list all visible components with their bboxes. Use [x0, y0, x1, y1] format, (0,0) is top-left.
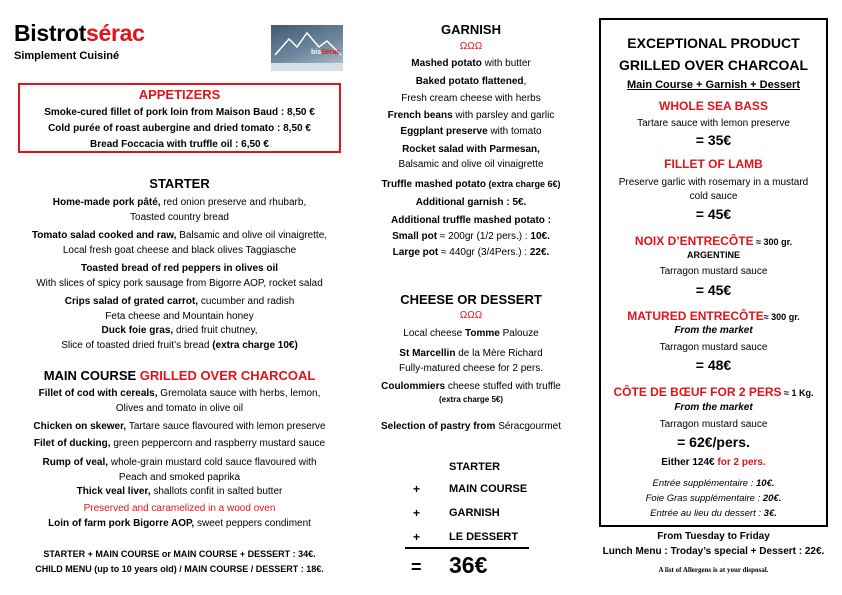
ornament: ΩΩΩ	[459, 41, 483, 52]
cheese-item: Coulommiers cheese stuffed with truffle	[381, 381, 561, 392]
main-course-item: Rump of veal, whole-grain mustard cold sauce flavoured with	[42, 457, 317, 468]
formula-prices: STARTER + MAIN COURSE or MAIN COURSE + DESSERT : 34€.	[43, 549, 316, 559]
additional-garnish: Additional garnish : 5€.	[415, 197, 527, 208]
cote-price: = 62€/pers.	[677, 434, 750, 450]
formula-main-course: MAIN COURSE	[449, 483, 528, 495]
garnish-item: French beans with parsley and garlic	[387, 110, 555, 121]
child-menu: CHILD MENU (up to 10 years old) / MAIN COURSE / DESSERT : 18€.	[35, 564, 324, 574]
extra-foie-gras: Foie Gras supplémentaire : 20€.	[645, 493, 782, 504]
pastry-selection: Selection of pastry from Séracgourmet	[380, 421, 562, 432]
formula-garnish: GARNISH	[449, 507, 500, 519]
garnish-item: Eggplant preserve with tomato	[400, 126, 542, 137]
starter-item: Tomato salad cooked and raw, Balsamic and olive oil vinaigrette,	[31, 230, 328, 241]
main-course-title: MAIN COURSE GRILLED OVER CHARCOAL	[43, 368, 316, 383]
starter-title: STARTER	[149, 176, 210, 191]
starter-item: Duck foie gras, dried fruit chutney,	[101, 325, 258, 336]
formula-price: 36€	[449, 552, 488, 578]
lunch-menu: Lunch Menu : Troday’s special + Dessert : 22€.	[602, 546, 825, 557]
formula-dessert: LE DESSERT	[449, 531, 519, 543]
main-course-item-detail: Preserved and caramelized in a wood oven	[83, 503, 276, 514]
garnish-item: Truffle mashed potato (extra charge 6€)	[381, 179, 561, 190]
cote-for-two: Either 124€ for 2 pers.	[661, 457, 766, 468]
restaurant-logo	[271, 25, 343, 71]
lamb-name: FILLET OF LAMB	[664, 157, 763, 171]
garnish-item: Rocket salad with Parmesan,	[402, 144, 540, 155]
lamb-desc: Preserve garlic with rosemary in a mustard	[618, 177, 809, 188]
garnish-item: Mashed potato with butter	[411, 58, 531, 69]
appetizer-item: Smoke-cured fillet of pork loin from Maison Baud : 8,50 €	[44, 107, 315, 118]
matured-price: = 48€	[695, 357, 732, 373]
cheese-extra-charge: (extra charge 5€)	[438, 395, 504, 404]
small-pot: Small pot ≈ 200gr (1/2 pers.) : 10€.	[392, 231, 550, 242]
noix-desc: Tarragon mustard sauce	[659, 266, 768, 277]
cheese-dessert-title: CHEESE OR DESSERT	[400, 292, 542, 307]
matured-desc: Tarragon mustard sauce	[659, 342, 768, 353]
main-course-item: Chicken on skewer, Tartare sauce flavoured with lemon preserve	[33, 421, 326, 432]
appetizer-item: Bread Foccacia with truffle oil : 6,50 €	[90, 139, 269, 150]
starter-item-detail: With slices of spicy pork sausage from Bigorre AOP, rocket salad	[36, 278, 323, 289]
formula-divider	[405, 547, 529, 549]
cheese-item: Local cheese Tomme Palouze	[403, 328, 539, 339]
starter-item-detail: Toasted country bread	[130, 212, 229, 223]
sea-bass-price: = 35€	[695, 132, 732, 148]
starter-item: Crips salad of grated carrot, cucumber and radish	[64, 296, 295, 307]
allergens-note: A list of Allergens is at your disposal.	[658, 566, 769, 574]
garnish-item: Baked potato flattened,	[415, 76, 527, 87]
garnish-item-detail: Balsamic and olive oil vinaigrette	[398, 159, 544, 170]
starter-instead-dessert: Entrée au lieu du dessert : 3€.	[650, 508, 777, 519]
tagline: Simplement Cuisiné	[14, 50, 120, 62]
lamb-desc: cold sauce	[689, 191, 738, 202]
formula-starter: STARTER	[449, 461, 501, 473]
sea-bass-name: WHOLE SEA BASS	[659, 99, 768, 113]
garnish-item-detail: Fresh cream cheese with herbs	[401, 93, 541, 104]
cheese-item-detail: Fully-matured cheese for 2 pers.	[399, 363, 543, 374]
exceptional-subtitle: GRILLED OVER CHARCOAL	[619, 57, 808, 73]
noix-origin: ARGENTINE	[686, 250, 740, 260]
main-course-item: Fillet of cod with cereals, Gremolata sauce with herbs, lemon,	[38, 388, 321, 399]
noix-name: NOIX D’ENTRECÔTE ≈ 300 gr.	[634, 234, 793, 248]
mountain-icon	[271, 25, 343, 71]
starter-item-detail: Slice of toasted dried fruit’s bread (extra charge 10€)	[61, 340, 298, 351]
lamb-price: = 45€	[695, 206, 732, 222]
plus-sign: +	[413, 530, 421, 544]
additional-truffle: Additional truffle mashed potato :	[391, 215, 551, 226]
garnish-title: GARNISH	[441, 22, 501, 37]
starter-item: Toasted bread of red peppers in olives oil	[80, 263, 279, 274]
equals-sign: =	[411, 557, 422, 577]
brand-name: Bistrotsérac	[14, 20, 145, 46]
exceptional-title: EXCEPTIONAL PRODUCT	[627, 35, 800, 51]
extra-starter: Entrée supplémentaire : 10€.	[652, 478, 775, 489]
ornament: ΩΩΩ	[459, 310, 483, 321]
starter-item-detail: Feta cheese and Mountain honey	[105, 311, 254, 322]
noix-price: = 45€	[695, 282, 732, 298]
main-course-item: Thick veal liver, shallots confit in salted butter	[76, 486, 283, 497]
starter-item: Home-made pork pâté, red onion preserve and rhubarb,	[52, 197, 307, 208]
main-course-item: Filet of ducking, green peppercorn and raspberry mustard sauce	[33, 438, 326, 449]
plus-sign: +	[413, 482, 421, 496]
large-pot: Large pot ≈ 440gr (3/4Pers.) : 22€.	[392, 247, 550, 258]
appetizer-item: Cold purée of roast aubergine and dried tomato : 8,50 €	[48, 123, 311, 134]
cheese-item: St Marcellin de la Mère Richard	[399, 348, 543, 359]
exceptional-formula: Main Course + Garnish + Dessert	[626, 79, 800, 91]
cote-desc: Tarragon mustard sauce	[659, 419, 768, 430]
matured-name: MATURED ENTRECÔTE≈ 300 gr.	[627, 309, 800, 323]
main-course-item-detail: Olives and tomato in olive oil	[115, 403, 244, 414]
starter-item-detail: Local fresh goat cheese and black olives Taggiasche	[62, 245, 297, 256]
cote-origin: From the market	[674, 402, 753, 413]
plus-sign: +	[413, 506, 421, 520]
main-course-item-detail: Peach and smoked paprika	[118, 472, 241, 483]
cote-name: CÔTE DE BŒUF FOR 2 PERS ≈ 1 Kg.	[613, 385, 814, 399]
matured-origin: From the market	[674, 325, 753, 336]
sea-bass-desc: Tartare sauce with lemon preserve	[637, 118, 790, 129]
main-course-item: Loin of farm pork Bigorre AOP, sweet peppers condiment	[48, 518, 311, 529]
logo-text: bisSérac	[311, 49, 341, 56]
appetizers-title: APPETIZERS	[138, 87, 221, 102]
lunch-days: From Tuesday to Friday	[657, 531, 770, 542]
